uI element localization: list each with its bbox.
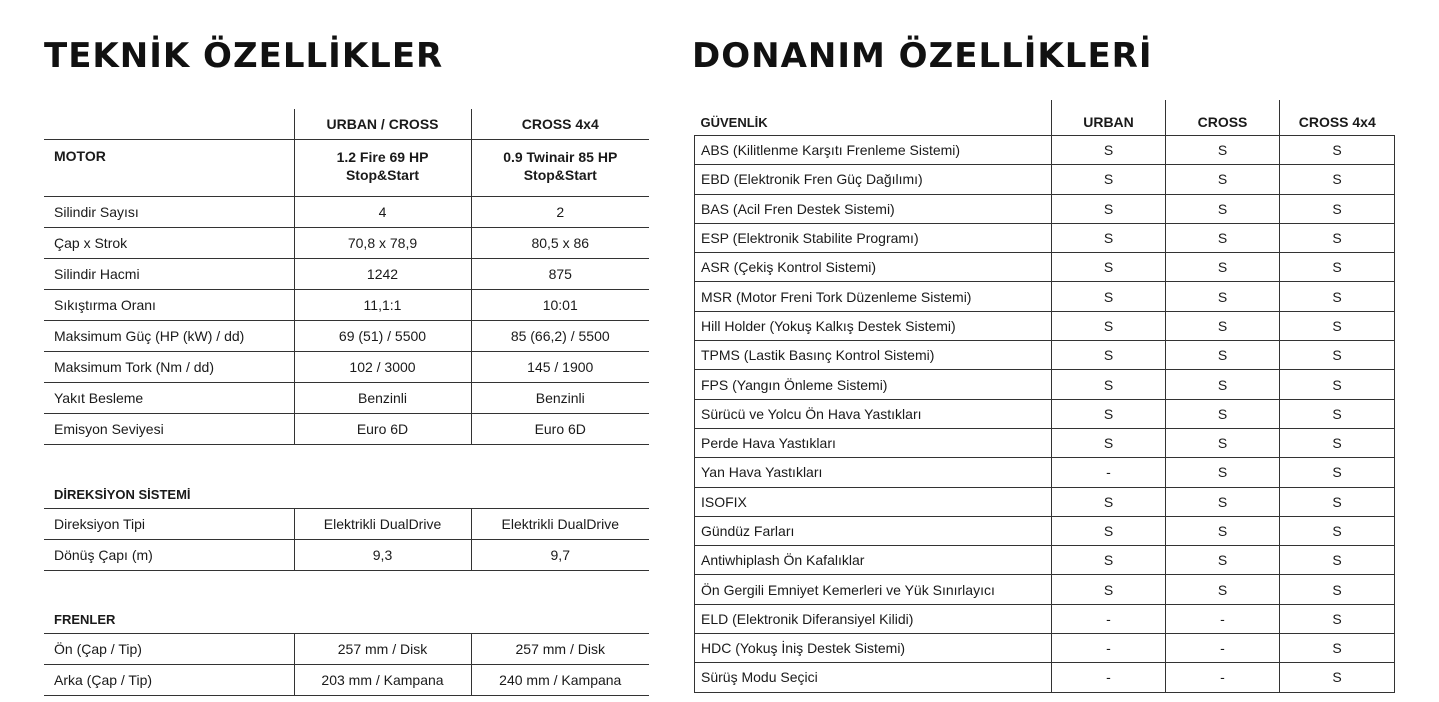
equipment-row-value: - (1052, 604, 1166, 633)
equipment-row-value: S (1052, 341, 1166, 370)
tech-spec-row-value: Euro 6D (294, 414, 471, 445)
tech-spec-row (44, 290, 649, 321)
equipment-row-label: Sürücü ve Yolcu Ön Hava Yastıkları (695, 399, 1052, 428)
equipment-row-value: S (1280, 136, 1395, 165)
equipment-row-value: S (1280, 546, 1395, 575)
equipment-row-value: S (1280, 487, 1395, 516)
motor-2-line1: 0.9 Twinair 85 HP (503, 149, 618, 165)
equipment-row-label: ABS (Kilitlenme Karşıtı Frenleme Sistemi) (695, 136, 1052, 165)
equipment-row-value: S (1280, 604, 1395, 633)
equipment-header-cross: CROSS (1166, 100, 1280, 136)
equipment-row-value: S (1280, 311, 1395, 340)
equipment-specs-title: DONANIM ÖZELLİKLERİ (692, 36, 1153, 76)
tech-spec-row-label: Maksimum Güç (HP (kW) / dd) (44, 321, 294, 352)
tech-spec-row-label: Emisyon Seviyesi (44, 414, 294, 445)
equipment-row (695, 487, 1395, 516)
equipment-row-value: S (1052, 516, 1166, 545)
steering-heading: DİREKSİYON SİSTEMİ (44, 472, 649, 509)
equipment-row-value: - (1052, 634, 1166, 663)
steering-row-value: Elektrikli DualDrive (471, 509, 649, 540)
tech-spec-row-value: 2 (471, 197, 649, 228)
equipment-header-cross-4x4: CROSS 4x4 (1280, 100, 1395, 136)
equipment-row-label: ASR (Çekiş Kontrol Sistemi) (695, 253, 1052, 282)
technical-specs-title: TEKNİK ÖZELLİKLER (44, 36, 444, 76)
equipment-row-value: S (1052, 282, 1166, 311)
equipment-row-value: S (1280, 341, 1395, 370)
brake-row-value: 257 mm / Disk (294, 634, 471, 665)
tech-spec-row (44, 197, 649, 228)
steering-row-value: Elektrikli DualDrive (294, 509, 471, 540)
equipment-row-value: S (1052, 546, 1166, 575)
equipment-row-value: S (1280, 399, 1395, 428)
brake-row (44, 634, 649, 665)
tech-header-cross-4x4: CROSS 4x4 (471, 109, 649, 140)
equipment-row-value: S (1280, 253, 1395, 282)
tech-spec-row (44, 383, 649, 414)
equipment-row-value: S (1052, 428, 1166, 457)
equipment-row-value: S (1052, 136, 1166, 165)
tech-spec-row-label: Sıkıştırma Oranı (44, 290, 294, 321)
equipment-row-label: HDC (Yokuş İniş Destek Sistemi) (695, 634, 1052, 663)
equipment-row-value: S (1280, 165, 1395, 194)
tech-spec-row-value: Euro 6D (471, 414, 649, 445)
equipment-row-label: EBD (Elektronik Fren Güç Dağılımı) (695, 165, 1052, 194)
equipment-row-label: Antiwhiplash Ön Kafalıklar (695, 546, 1052, 575)
equipment-row (695, 311, 1395, 340)
equipment-row-label: ISOFIX (695, 487, 1052, 516)
steering-row (44, 509, 649, 540)
equipment-row (695, 194, 1395, 223)
equipment-row (695, 399, 1395, 428)
equipment-row (695, 546, 1395, 575)
tech-spec-row-value: 875 (471, 259, 649, 290)
technical-specs-table (44, 109, 649, 445)
motor-cross-4x4 (471, 140, 649, 197)
equipment-row-value: S (1052, 253, 1166, 282)
equipment-header-urban: URBAN (1052, 100, 1166, 136)
steering-row-value: 9,7 (471, 540, 649, 571)
equipment-row-value: S (1280, 516, 1395, 545)
equipment-row-value: S (1280, 428, 1395, 457)
tech-spec-row-value: 102 / 3000 (294, 352, 471, 383)
tech-spec-row-value: 4 (294, 197, 471, 228)
equipment-row-value: - (1052, 663, 1166, 692)
brake-row-value: 203 mm / Kampana (294, 665, 471, 696)
equipment-row-value: S (1052, 399, 1166, 428)
equipment-row-value: S (1166, 341, 1280, 370)
equipment-row (695, 253, 1395, 282)
brake-row-label: Ön (Çap / Tip) (44, 634, 294, 665)
equipment-row (695, 370, 1395, 399)
equipment-row-value: S (1280, 282, 1395, 311)
steering-row-value: 9,3 (294, 540, 471, 571)
equipment-row-value: S (1280, 458, 1395, 487)
steering-table (44, 472, 649, 571)
brakes-heading: FRENLER (44, 597, 649, 634)
motor-label: MOTOR (44, 140, 294, 197)
equipment-row-value: S (1166, 546, 1280, 575)
equipment-row-value: S (1166, 458, 1280, 487)
equipment-row-value: S (1166, 194, 1280, 223)
equipment-row (695, 575, 1395, 604)
tech-spec-row-label: Yakıt Besleme (44, 383, 294, 414)
motor-1-line1: 1.2 Fire 69 HP (336, 149, 429, 165)
equipment-row (695, 663, 1395, 692)
tech-spec-row-value: Benzinli (294, 383, 471, 414)
equipment-row-value: S (1280, 223, 1395, 252)
tech-spec-row (44, 352, 649, 383)
tech-spec-row-value: 85 (66,2) / 5500 (471, 321, 649, 352)
equipment-row-label: Gündüz Farları (695, 516, 1052, 545)
tech-spec-row-value: 69 (51) / 5500 (294, 321, 471, 352)
tech-spec-row-value: 145 / 1900 (471, 352, 649, 383)
tech-spec-row-label: Maksimum Tork (Nm / dd) (44, 352, 294, 383)
tech-spec-row-value: 11,1:1 (294, 290, 471, 321)
tech-spec-row-value: 10:01 (471, 290, 649, 321)
equipment-row-value: S (1166, 282, 1280, 311)
equipment-row (695, 516, 1395, 545)
equipment-row-value: S (1280, 575, 1395, 604)
tech-spec-row-label: Silindir Hacmi (44, 259, 294, 290)
tech-spec-row (44, 228, 649, 259)
equipment-row-value: S (1052, 165, 1166, 194)
equipment-row (695, 604, 1395, 633)
equipment-row-label: Yan Hava Yastıkları (695, 458, 1052, 487)
steering-row-label: Dönüş Çapı (m) (44, 540, 294, 571)
tech-header-row (44, 109, 649, 140)
equipment-row-value: S (1280, 370, 1395, 399)
equipment-row-label: ESP (Elektronik Stabilite Programı) (695, 223, 1052, 252)
equipment-row-value: S (1166, 370, 1280, 399)
motor-2-line2: Stop&Start (523, 167, 597, 183)
brake-row (44, 665, 649, 696)
equipment-row-value: S (1166, 428, 1280, 457)
tech-spec-row-label: Çap x Strok (44, 228, 294, 259)
equipment-row-value: S (1052, 487, 1166, 516)
equipment-row-value: S (1280, 634, 1395, 663)
equipment-row-value: S (1052, 575, 1166, 604)
tech-spec-row-value: 1242 (294, 259, 471, 290)
motor-row (44, 140, 649, 197)
equipment-row-value: S (1052, 370, 1166, 399)
equipment-row (695, 458, 1395, 487)
brake-row-value: 257 mm / Disk (471, 634, 649, 665)
equipment-row-label: BAS (Acil Fren Destek Sistemi) (695, 194, 1052, 223)
equipment-row-value: S (1052, 223, 1166, 252)
equipment-table (694, 100, 1395, 693)
equipment-row-value: S (1052, 311, 1166, 340)
equipment-row-value: S (1166, 311, 1280, 340)
equipment-row-value: S (1166, 575, 1280, 604)
equipment-row-label: MSR (Motor Freni Tork Düzenleme Sistemi) (695, 282, 1052, 311)
equipment-row-value: - (1166, 604, 1280, 633)
steering-row (44, 540, 649, 571)
motor-1-line2: Stop&Start (345, 167, 420, 183)
equipment-row-label: Sürüş Modu Seçici (695, 663, 1052, 692)
equipment-row-value: S (1052, 194, 1166, 223)
motor-urban-cross (294, 140, 471, 197)
brake-row-value: 240 mm / Kampana (471, 665, 649, 696)
equipment-row-value: S (1166, 399, 1280, 428)
equipment-section-heading: GÜVENLİK (695, 100, 1052, 136)
equipment-row (695, 634, 1395, 663)
equipment-row-value: - (1166, 663, 1280, 692)
steering-row-label: Direksiyon Tipi (44, 509, 294, 540)
equipment-header-row (695, 100, 1395, 136)
equipment-row (695, 165, 1395, 194)
tech-spec-row-value: Benzinli (471, 383, 649, 414)
tech-spec-row (44, 259, 649, 290)
equipment-row-value: S (1280, 194, 1395, 223)
equipment-row-label: ELD (Elektronik Diferansiyel Kilidi) (695, 604, 1052, 633)
tech-spec-row (44, 321, 649, 352)
equipment-row-label: TPMS (Lastik Basınç Kontrol Sistemi) (695, 341, 1052, 370)
equipment-row-value: S (1166, 223, 1280, 252)
equipment-row-value: S (1280, 663, 1395, 692)
equipment-row-label: Perde Hava Yastıkları (695, 428, 1052, 457)
equipment-row-value: - (1052, 458, 1166, 487)
equipment-row-label: Ön Gergili Emniyet Kemerleri ve Yük Sınırlayıcı (695, 575, 1052, 604)
tech-spec-row-value: 70,8 x 78,9 (294, 228, 471, 259)
equipment-row (695, 282, 1395, 311)
equipment-row (695, 223, 1395, 252)
equipment-row-value: S (1166, 516, 1280, 545)
tech-spec-row-value: 80,5 x 86 (471, 228, 649, 259)
tech-header-urban-cross: URBAN / CROSS (294, 109, 471, 140)
equipment-row-label: FPS (Yangın Önleme Sistemi) (695, 370, 1052, 399)
equipment-row-value: S (1166, 165, 1280, 194)
equipment-row (695, 428, 1395, 457)
brakes-table (44, 597, 649, 696)
equipment-row (695, 341, 1395, 370)
equipment-row-label: Hill Holder (Yokuş Kalkış Destek Sistemi) (695, 311, 1052, 340)
equipment-row-value: S (1166, 253, 1280, 282)
tech-spec-row-label: Silindir Sayısı (44, 197, 294, 228)
equipment-row-value: S (1166, 487, 1280, 516)
tech-spec-row (44, 414, 649, 445)
tech-header-empty (44, 109, 294, 140)
brake-row-label: Arka (Çap / Tip) (44, 665, 294, 696)
equipment-row-value: S (1166, 136, 1280, 165)
equipment-row (695, 136, 1395, 165)
equipment-row-value: - (1166, 634, 1280, 663)
